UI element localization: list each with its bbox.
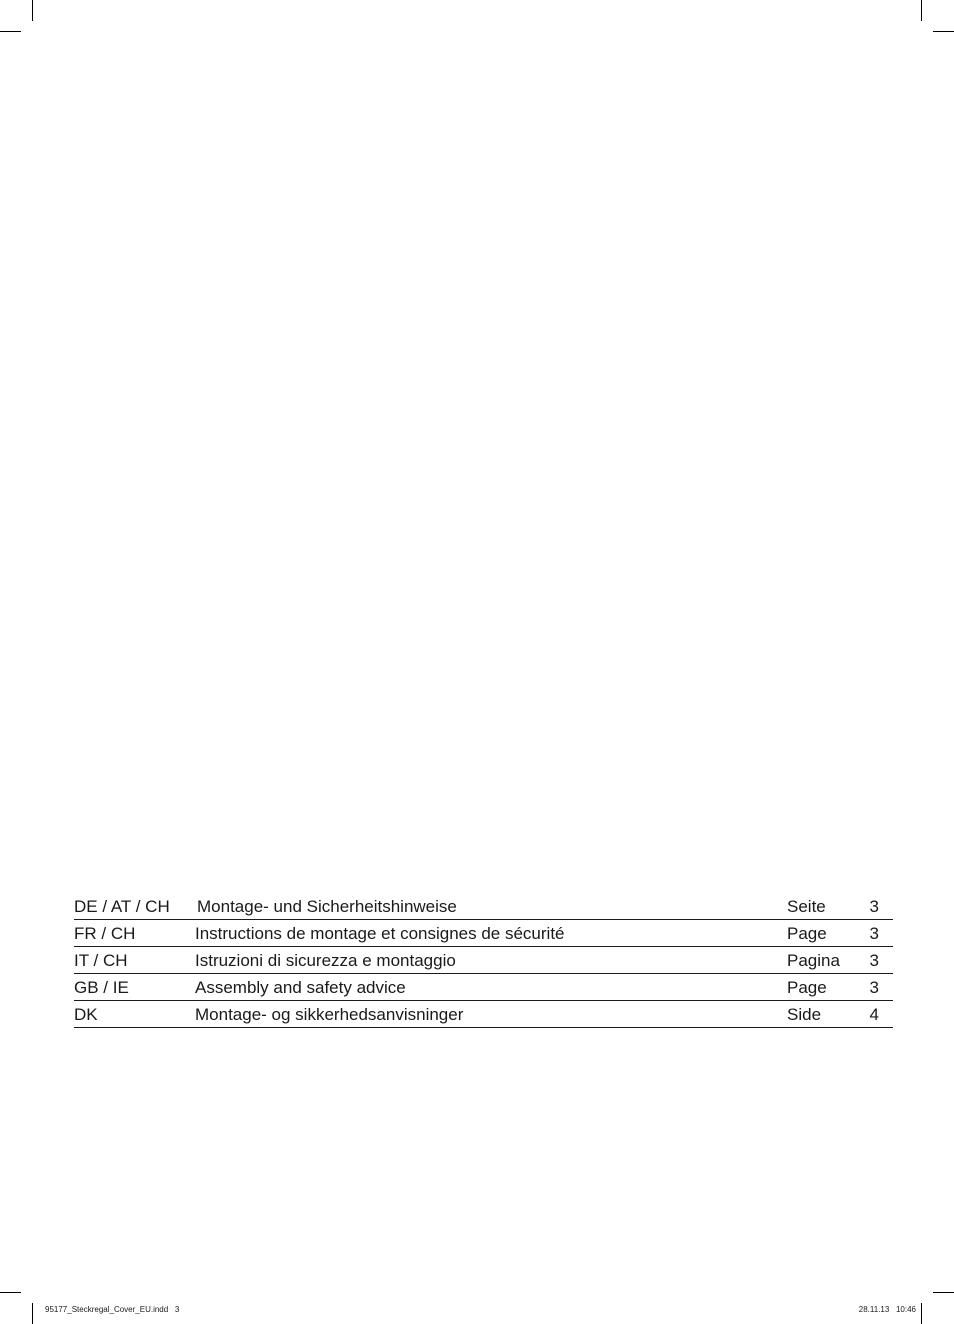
crop-mark-bottom-right-vertical <box>921 1303 922 1324</box>
slug-date-time: 28.11.13 10:46 <box>858 1305 916 1314</box>
page-word: Page <box>787 978 827 997</box>
page-number: 4 <box>869 1005 879 1024</box>
toc-row-de <box>74 893 893 920</box>
language-contents-table <box>74 893 893 1028</box>
toc-row-fr <box>74 920 893 947</box>
crop-mark-top-left-vertical <box>32 0 33 21</box>
toc-row-gb <box>74 974 893 1001</box>
page-word: Pagina <box>787 951 840 970</box>
crop-mark-bottom-left-horizontal <box>0 1292 21 1293</box>
page-word: Side <box>787 1005 822 1024</box>
crop-mark-bottom-left-vertical <box>32 1303 33 1324</box>
section-title: Montage- og sikkerhedsanvisninger <box>195 1005 464 1024</box>
page-number: 3 <box>869 897 879 916</box>
language-code: DK <box>74 1005 98 1024</box>
page-number: 3 <box>869 978 879 997</box>
slug-file-name: 95177_Steckregal_Cover_EU.indd 3 <box>45 1305 180 1314</box>
page-number: 3 <box>869 924 879 943</box>
page-number: 3 <box>869 951 879 970</box>
language-code: DE / AT / CH <box>74 897 170 916</box>
language-code: GB / IE <box>74 978 129 997</box>
section-title: Istruzioni di sicurezza e montaggio <box>195 951 456 970</box>
crop-mark-top-left-horizontal <box>0 31 21 32</box>
toc-row-it <box>74 947 893 974</box>
crop-mark-top-right-horizontal <box>933 31 954 32</box>
page-word: Seite <box>787 897 826 916</box>
crop-mark-top-right-vertical <box>921 0 922 21</box>
section-title: Assembly and safety advice <box>195 978 406 997</box>
toc-row-dk <box>74 1001 893 1028</box>
language-code: IT / CH <box>74 951 128 970</box>
section-title: Montage- und Sicherheitshinweise <box>197 897 457 916</box>
page-word: Page <box>787 924 827 943</box>
language-code: FR / CH <box>74 924 136 943</box>
crop-mark-bottom-right-horizontal <box>933 1292 954 1293</box>
section-title: Instructions de montage et consignes de sécurité <box>195 924 565 943</box>
